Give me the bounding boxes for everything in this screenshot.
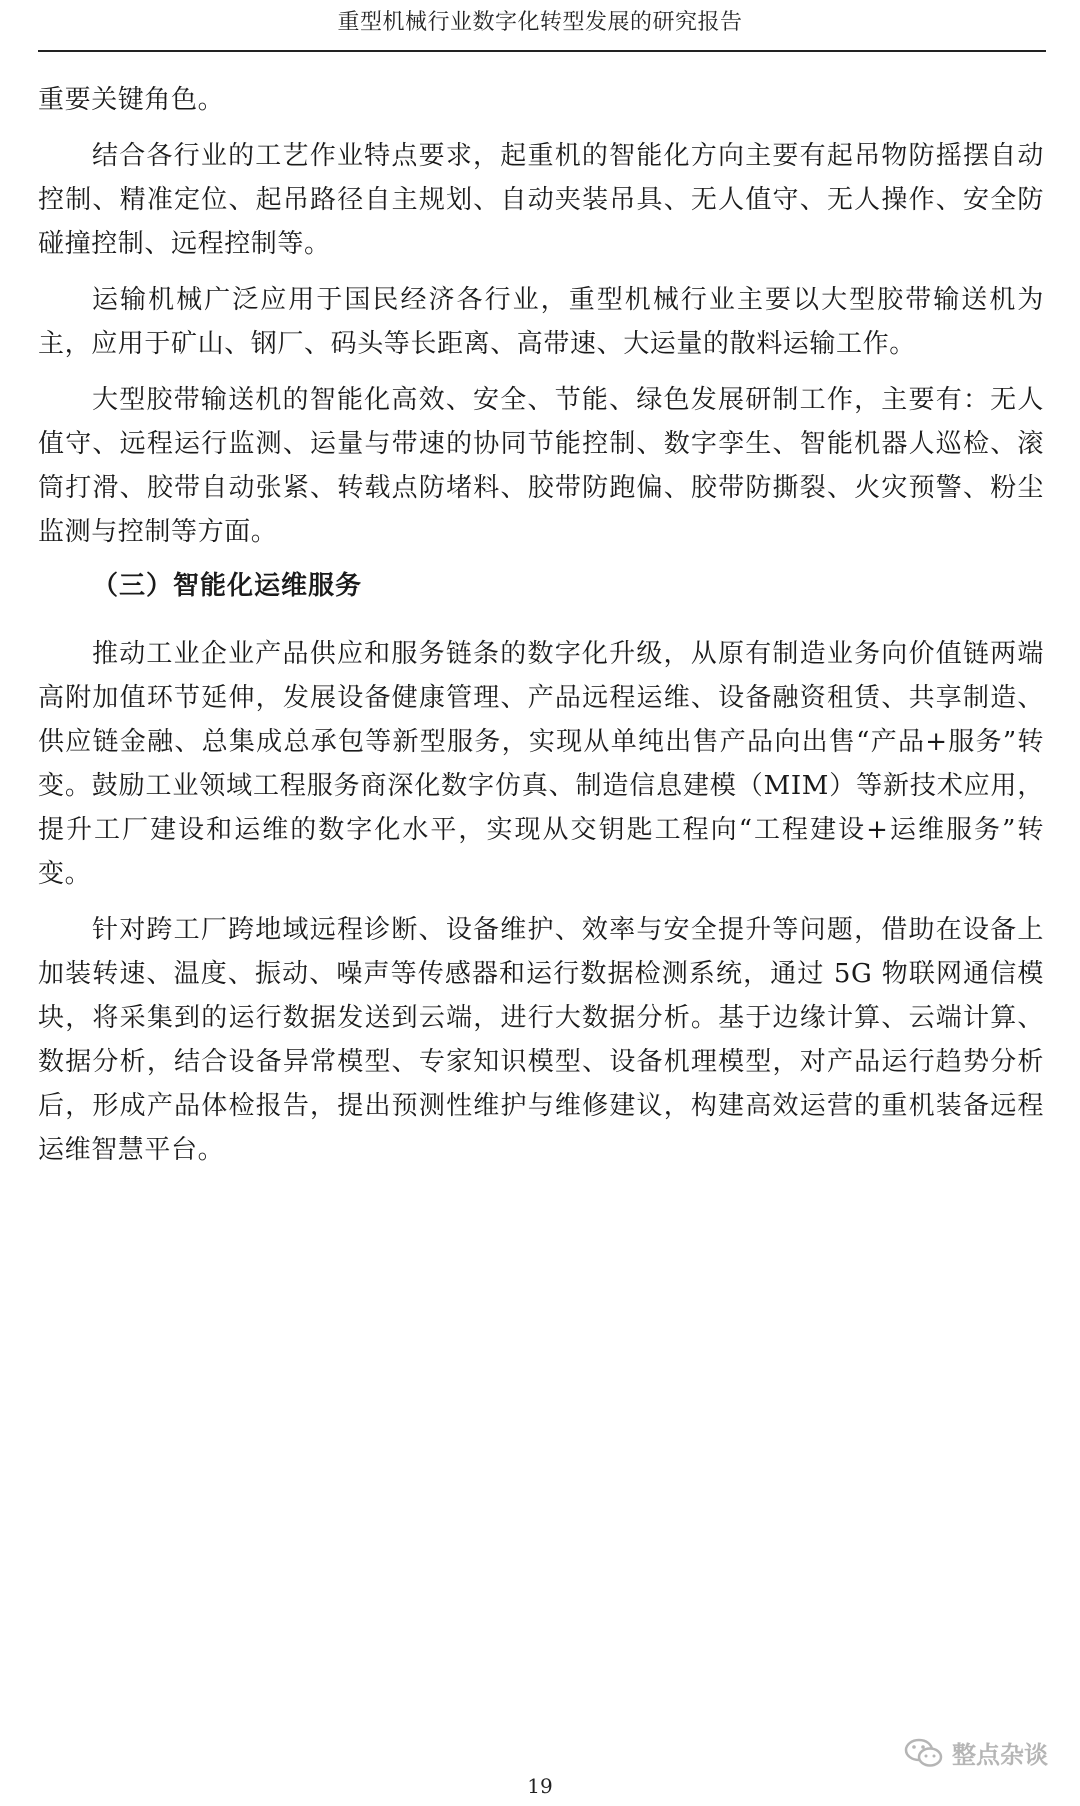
watermark-text: 整点杂谈 xyxy=(952,1741,1048,1769)
paragraph-service-upgrade: 推动工业企业产品供应和服务链条的数字化升级，从原有制造业务向价值链两端高附加值环节延伸，发展设备健康管理、产品远程运维、设备融资租赁、共享制造、供应链金融、总集成总承包等新型服务，实现从单纯出售产品向出售“产品+服务”转变。鼓励工业领域工程服务商深化数字仿真、制造信息建模（MIM）等新技术应用，提升工厂建设和运维的数字化水平，实现从交钥匙工程向“工程建设+运维服务”转变。 xyxy=(38,639,1044,889)
paragraph-belt-conveyor: 大型胶带输送机的智能化高效、安全、节能、绿色发展研制工作，主要有：无人值守、远程运行监测、运量与带速的协同节能控制、数字孪生、智能机器人巡检、滚筒打滑、胶带自动张紧、转载点防堵料、胶带防跑偏、胶带防撕裂、火灾预警、粉尘监测与控制等方面。 xyxy=(38,385,1044,547)
paragraph-transport-machinery: 运输机械广泛应用于国民经济各行业，重型机械行业主要以大型胶带输送机为主，应用于矿山、钢厂、码头等长距离、高带速、大运量的散料运输工作。 xyxy=(38,285,1044,359)
page-number: 19 xyxy=(527,1774,553,1798)
running-header: 重型机械行业数字化转型发展的研究报告 xyxy=(337,10,743,35)
watermark xyxy=(904,1735,1048,1770)
wechat-icon xyxy=(904,1737,944,1769)
paragraph-continued: 重要关键角色。 xyxy=(38,85,225,115)
section-heading: （三）智能化运维服务 xyxy=(92,571,363,601)
paragraph-remote-maintenance: 针对跨工厂跨地域远程诊断、设备维护、效率与安全提升等问题，借助在设备上加装转速、温度、振动、噪声等传感器和运行数据检测系统，通过 5G 物联网通信模块，将采集到的运行数据发送到云端，进行大数据分析。基于边缘计算、云端计算、数据分析，结合设备异常模型、专家知识模型、设备机理模型，对产品运行趋势分析后，形成产品体检报告，提出预测性维护与维修建议，构建高效运营的重机装备远程运维智慧平台。 xyxy=(38,915,1044,1165)
paragraph-crane-intelligence: 结合各行业的工艺作业特点要求，起重机的智能化方向主要有起吊物防摇摆自动控制、精准定位、起吊路径自主规划、自动夹装吊具、无人值守、无人操作、安全防碰撞控制、远程控制等。 xyxy=(38,141,1044,259)
body-text xyxy=(38,78,1044,1184)
header-divider xyxy=(38,50,1046,52)
